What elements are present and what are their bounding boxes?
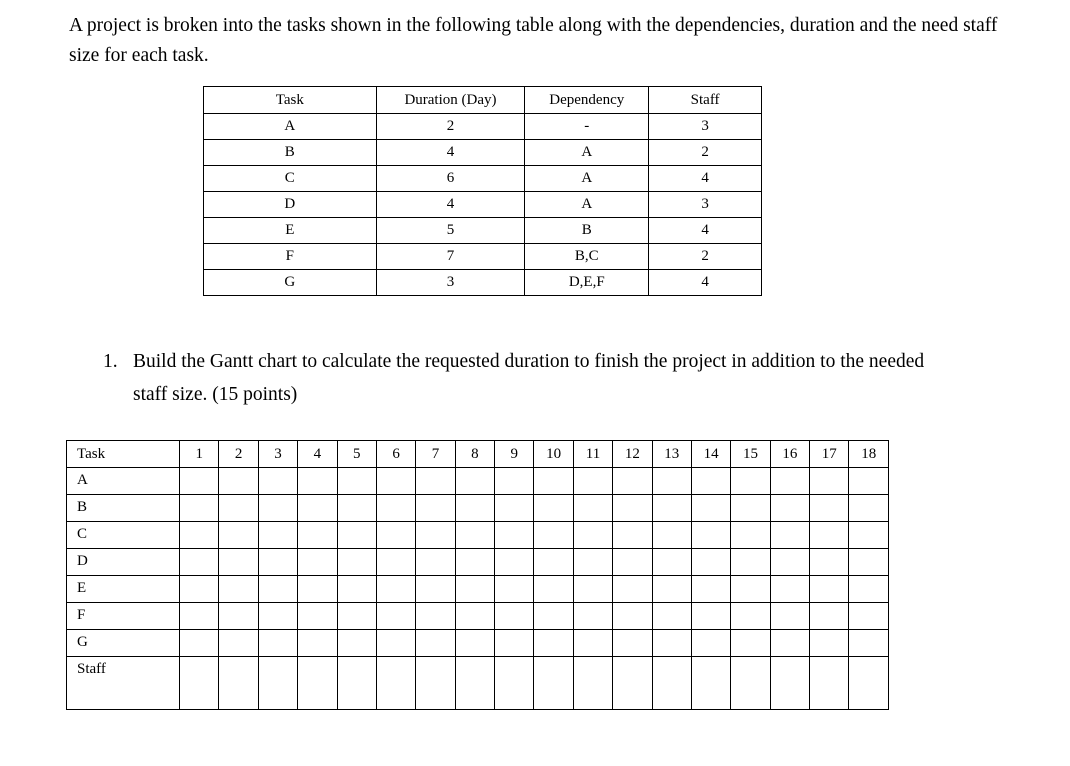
gantt-cell[interactable] (180, 603, 219, 630)
question-text-line2: staff size. (15 points) (133, 384, 298, 405)
task-table-cell: 4 (649, 218, 762, 244)
gantt-cell[interactable] (416, 468, 455, 495)
task-table-header: Staff (649, 87, 762, 114)
gantt-cell[interactable] (455, 603, 494, 630)
gantt-cell[interactable] (180, 576, 219, 603)
task-table-row (204, 244, 762, 270)
gantt-task-row (67, 549, 889, 576)
gantt-day-header: 10 (534, 441, 573, 468)
task-table-cell: E (204, 218, 377, 244)
gantt-cell[interactable] (258, 549, 297, 576)
gantt-cell[interactable] (416, 576, 455, 603)
gantt-cell[interactable] (534, 495, 573, 522)
gantt-cell[interactable] (298, 468, 337, 495)
task-table-cell: 2 (649, 140, 762, 166)
gantt-cell[interactable] (534, 549, 573, 576)
gantt-cell[interactable] (613, 576, 652, 603)
task-table-row (204, 218, 762, 244)
gantt-cell[interactable] (495, 468, 534, 495)
task-table-cell: G (204, 270, 377, 296)
task-table-cell: 4 (376, 192, 525, 218)
task-table-row (204, 192, 762, 218)
gantt-day-header: 15 (731, 441, 770, 468)
task-table-cell: 3 (376, 270, 525, 296)
task-table-cell: F (204, 244, 377, 270)
gantt-cell[interactable] (731, 657, 770, 710)
gantt-cell[interactable] (613, 495, 652, 522)
gantt-cell[interactable] (613, 549, 652, 576)
gantt-cell[interactable] (691, 630, 730, 657)
task-table-cell: 2 (649, 244, 762, 270)
gantt-cell[interactable] (770, 630, 809, 657)
gantt-cell[interactable] (652, 657, 691, 710)
gantt-cell[interactable] (337, 603, 376, 630)
gantt-day-header: 6 (376, 441, 415, 468)
gantt-cell[interactable] (416, 522, 455, 549)
gantt-cell[interactable] (573, 657, 612, 710)
gantt-cell[interactable] (652, 603, 691, 630)
gantt-cell[interactable] (337, 468, 376, 495)
gantt-cell[interactable] (337, 522, 376, 549)
task-table-cell: A (525, 140, 649, 166)
gantt-day-header: 17 (810, 441, 849, 468)
gantt-day-header: 1 (180, 441, 219, 468)
gantt-cell[interactable] (573, 468, 612, 495)
gantt-cell[interactable] (416, 603, 455, 630)
gantt-cell[interactable] (770, 522, 809, 549)
gantt-cell[interactable] (258, 576, 297, 603)
gantt-cell[interactable] (298, 630, 337, 657)
gantt-cell[interactable] (337, 495, 376, 522)
gantt-cell[interactable] (652, 495, 691, 522)
question-text-line1: Build the Gantt chart to calculate the requested duration to finish the project in addition to the needed (133, 351, 925, 372)
gantt-cell[interactable] (534, 468, 573, 495)
task-table-cell: 4 (376, 140, 525, 166)
gantt-day-header: 2 (219, 441, 258, 468)
gantt-cell[interactable] (416, 657, 455, 710)
gantt-cell[interactable] (691, 549, 730, 576)
gantt-cell[interactable] (731, 576, 770, 603)
gantt-cell[interactable] (691, 576, 730, 603)
gantt-cell[interactable] (495, 549, 534, 576)
gantt-cell[interactable] (376, 549, 415, 576)
gantt-task-label: G (67, 630, 180, 657)
gantt-cell[interactable] (455, 657, 494, 710)
gantt-task-row (67, 522, 889, 549)
gantt-cell[interactable] (849, 603, 889, 630)
gantt-cell[interactable] (298, 657, 337, 710)
gantt-cell[interactable] (613, 657, 652, 710)
gantt-cell[interactable] (376, 657, 415, 710)
gantt-cell[interactable] (455, 468, 494, 495)
question-number: 1. (103, 351, 118, 372)
gantt-cell[interactable] (849, 549, 889, 576)
task-table-header: Task (204, 87, 377, 114)
gantt-cell[interactable] (573, 576, 612, 603)
gantt-cell[interactable] (652, 468, 691, 495)
gantt-cell[interactable] (770, 576, 809, 603)
gantt-cell[interactable] (534, 657, 573, 710)
gantt-cell[interactable] (691, 495, 730, 522)
gantt-day-header: 16 (770, 441, 809, 468)
task-table-cell: 4 (649, 270, 762, 296)
gantt-cell[interactable] (337, 576, 376, 603)
gantt-cell[interactable] (691, 657, 730, 710)
gantt-cell[interactable] (573, 630, 612, 657)
gantt-cell[interactable] (219, 522, 258, 549)
gantt-cell[interactable] (495, 522, 534, 549)
gantt-day-header: 18 (849, 441, 889, 468)
gantt-cell[interactable] (416, 495, 455, 522)
gantt-day-header: 5 (337, 441, 376, 468)
gantt-task-row (67, 630, 889, 657)
gantt-cell[interactable] (180, 630, 219, 657)
gantt-cell[interactable] (691, 468, 730, 495)
gantt-cell[interactable] (810, 522, 849, 549)
gantt-cell[interactable] (337, 630, 376, 657)
task-table-row (204, 114, 762, 140)
gantt-cell[interactable] (180, 468, 219, 495)
gantt-cell[interactable] (613, 603, 652, 630)
gantt-cell[interactable] (376, 468, 415, 495)
gantt-cell[interactable] (219, 603, 258, 630)
gantt-cell[interactable] (770, 603, 809, 630)
gantt-day-header: 7 (416, 441, 455, 468)
gantt-cell[interactable] (376, 495, 415, 522)
gantt-cell[interactable] (810, 495, 849, 522)
gantt-cell[interactable] (180, 549, 219, 576)
gantt-task-label: D (67, 549, 180, 576)
gantt-cell[interactable] (219, 657, 258, 710)
gantt-cell[interactable] (810, 657, 849, 710)
gantt-cell[interactable] (337, 549, 376, 576)
gantt-cell[interactable] (691, 522, 730, 549)
gantt-cell[interactable] (455, 576, 494, 603)
task-table-cell: A (525, 192, 649, 218)
gantt-cell[interactable] (180, 522, 219, 549)
task-table (203, 86, 762, 296)
task-table-cell: 4 (649, 166, 762, 192)
gantt-task-row (67, 576, 889, 603)
gantt-cell[interactable] (180, 495, 219, 522)
task-table-cell: 7 (376, 244, 525, 270)
gantt-cell[interactable] (849, 522, 889, 549)
gantt-cell[interactable] (613, 522, 652, 549)
task-table-row (204, 270, 762, 296)
gantt-day-header: 13 (652, 441, 691, 468)
gantt-cell[interactable] (219, 630, 258, 657)
gantt-cell[interactable] (731, 468, 770, 495)
gantt-task-row (67, 495, 889, 522)
gantt-task-label: A (67, 468, 180, 495)
gantt-task-row (67, 603, 889, 630)
gantt-cell[interactable] (613, 468, 652, 495)
gantt-day-header: 14 (691, 441, 730, 468)
gantt-cell[interactable] (770, 495, 809, 522)
task-table-cell: D,E,F (525, 270, 649, 296)
task-table-cell: A (204, 114, 377, 140)
gantt-cell[interactable] (810, 576, 849, 603)
task-table-cell: C (204, 166, 377, 192)
gantt-task-label: E (67, 576, 180, 603)
gantt-cell[interactable] (455, 549, 494, 576)
gantt-cell[interactable] (219, 549, 258, 576)
gantt-cell[interactable] (298, 549, 337, 576)
gantt-cell[interactable] (849, 468, 889, 495)
gantt-cell[interactable] (258, 522, 297, 549)
gantt-staff-label: Staff (67, 657, 180, 710)
gantt-cell[interactable] (416, 630, 455, 657)
task-table-cell: 5 (376, 218, 525, 244)
gantt-cell[interactable] (219, 468, 258, 495)
gantt-cell[interactable] (652, 576, 691, 603)
gantt-cell[interactable] (455, 522, 494, 549)
gantt-cell[interactable] (534, 630, 573, 657)
gantt-cell[interactable] (495, 603, 534, 630)
gantt-cell[interactable] (219, 495, 258, 522)
gantt-day-header: 9 (495, 441, 534, 468)
gantt-cell[interactable] (731, 603, 770, 630)
gantt-task-row (67, 468, 889, 495)
gantt-cell[interactable] (573, 522, 612, 549)
gantt-cell[interactable] (810, 603, 849, 630)
gantt-cell[interactable] (849, 576, 889, 603)
task-table-cell: - (525, 114, 649, 140)
task-table-cell: 2 (376, 114, 525, 140)
gantt-cell[interactable] (810, 630, 849, 657)
gantt-day-header: 3 (258, 441, 297, 468)
gantt-cell[interactable] (810, 468, 849, 495)
gantt-cell[interactable] (298, 603, 337, 630)
gantt-cell[interactable] (495, 657, 534, 710)
gantt-cell[interactable] (573, 495, 612, 522)
gantt-cell[interactable] (495, 630, 534, 657)
question-1 (103, 345, 1003, 411)
gantt-cell[interactable] (849, 495, 889, 522)
gantt-cell[interactable] (731, 549, 770, 576)
gantt-cell[interactable] (731, 522, 770, 549)
gantt-cell[interactable] (416, 549, 455, 576)
task-table-header-row (204, 87, 762, 114)
gantt-task-label: B (67, 495, 180, 522)
task-table-header: Dependency (525, 87, 649, 114)
task-table-row (204, 140, 762, 166)
gantt-cell[interactable] (731, 630, 770, 657)
gantt-cell[interactable] (455, 630, 494, 657)
gantt-cell[interactable] (849, 657, 889, 710)
gantt-cell[interactable] (613, 630, 652, 657)
gantt-task-header: Task (67, 441, 180, 468)
task-table-header: Duration (Day) (376, 87, 525, 114)
gantt-cell[interactable] (258, 657, 297, 710)
gantt-cell[interactable] (258, 603, 297, 630)
gantt-cell[interactable] (298, 522, 337, 549)
gantt-cell[interactable] (495, 495, 534, 522)
task-table-cell: 3 (649, 192, 762, 218)
gantt-cell[interactable] (652, 630, 691, 657)
gantt-header-row (67, 441, 889, 468)
task-table-cell: B,C (525, 244, 649, 270)
gantt-day-header: 4 (298, 441, 337, 468)
gantt-cell[interactable] (770, 468, 809, 495)
gantt-cell[interactable] (298, 495, 337, 522)
gantt-cell[interactable] (258, 495, 297, 522)
gantt-cell[interactable] (652, 549, 691, 576)
task-table-cell: 6 (376, 166, 525, 192)
gantt-cell[interactable] (534, 522, 573, 549)
gantt-cell[interactable] (770, 549, 809, 576)
gantt-cell[interactable] (258, 630, 297, 657)
gantt-cell[interactable] (180, 657, 219, 710)
task-table-row (204, 166, 762, 192)
gantt-cell[interactable] (810, 549, 849, 576)
gantt-cell[interactable] (534, 576, 573, 603)
gantt-cell[interactable] (573, 549, 612, 576)
gantt-cell[interactable] (376, 522, 415, 549)
gantt-cell[interactable] (770, 657, 809, 710)
gantt-cell[interactable] (298, 576, 337, 603)
gantt-cell[interactable] (337, 657, 376, 710)
gantt-cell[interactable] (534, 603, 573, 630)
gantt-cell[interactable] (455, 495, 494, 522)
gantt-cell[interactable] (573, 603, 612, 630)
gantt-cell[interactable] (652, 522, 691, 549)
gantt-cell[interactable] (495, 576, 534, 603)
intro-paragraph: A project is broken into the tasks shown in the following table along with the dependencies, duration and the need staff size for each task. (69, 15, 998, 66)
gantt-cell[interactable] (376, 630, 415, 657)
task-table-cell: D (204, 192, 377, 218)
gantt-cell[interactable] (258, 468, 297, 495)
gantt-staff-row (67, 657, 889, 710)
gantt-day-header: 11 (573, 441, 612, 468)
gantt-cell[interactable] (731, 495, 770, 522)
gantt-cell[interactable] (691, 603, 730, 630)
gantt-chart-table (66, 440, 889, 710)
task-table-cell: B (204, 140, 377, 166)
task-table-cell: B (525, 218, 649, 244)
gantt-cell[interactable] (376, 603, 415, 630)
gantt-day-header: 8 (455, 441, 494, 468)
gantt-task-label: C (67, 522, 180, 549)
gantt-cell[interactable] (849, 630, 889, 657)
gantt-day-header: 12 (613, 441, 652, 468)
gantt-cell[interactable] (219, 576, 258, 603)
gantt-task-label: F (67, 603, 180, 630)
gantt-cell[interactable] (376, 576, 415, 603)
task-table-cell: 3 (649, 114, 762, 140)
task-table-cell: A (525, 166, 649, 192)
